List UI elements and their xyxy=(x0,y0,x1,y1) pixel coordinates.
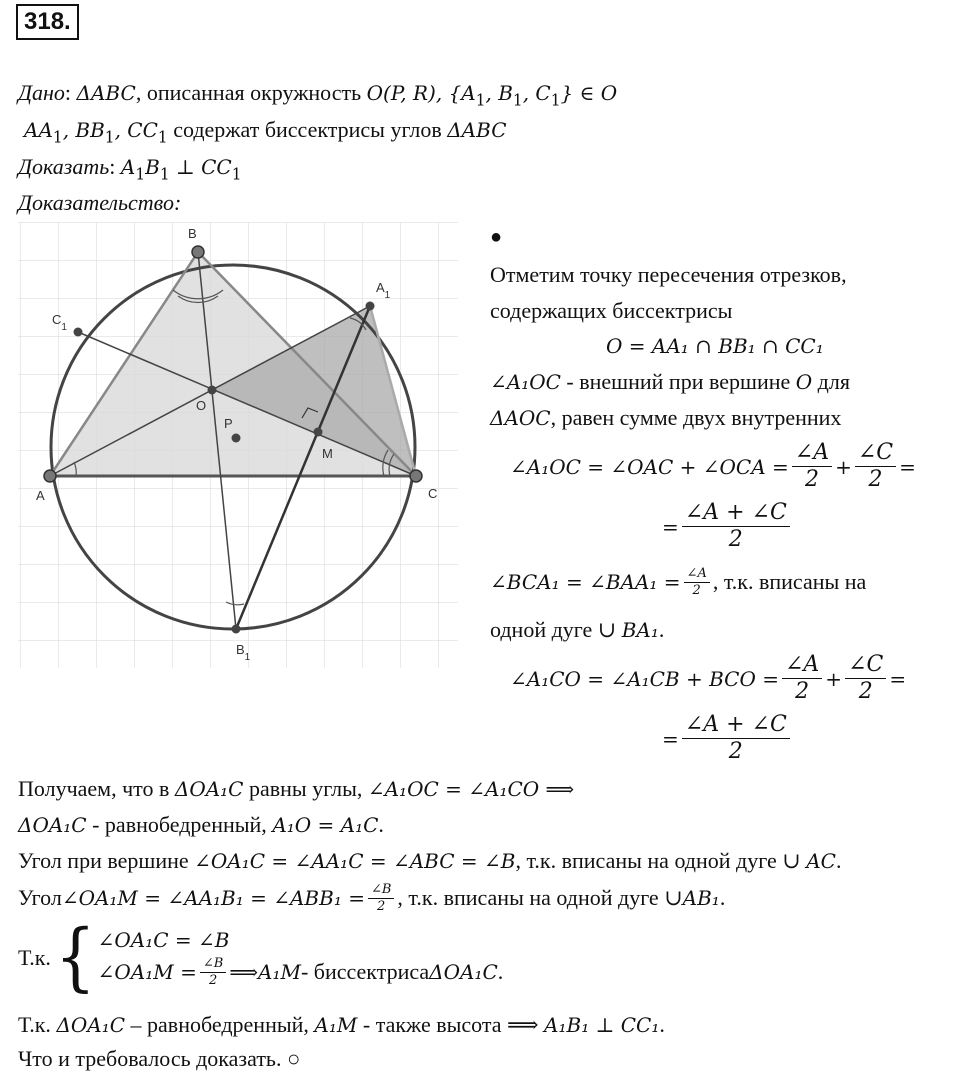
label-m: M xyxy=(322,446,333,461)
label-a1: $A_1$ xyxy=(376,280,391,301)
eq-angle-a1co: ∠A₁CO = ∠A₁CB + BCO = $\frac{\angle A}{2}$ + $\frac{\angle C}{2}$ = xyxy=(510,652,907,705)
eq-angle-a1oc: ∠A₁OC = ∠OAC + ∠OCA = $\frac{\angle A}{2}$ + $\frac{\angle C}{2}$ = xyxy=(510,440,916,493)
bottom-line-3: Угол при вершине ∠OA₁C = ∠AA₁C = ∠ABC = ∠B, т.к. вписаны на одной дуге ∪ AC. xyxy=(18,848,842,873)
bottom-line-4: Угол ∠OA₁M = ∠AA₁B₁ = ∠ABB₁ = $\frac{\angle B}{2}$ , т.к. вписаны на одной дуге ∪ AB₁ . xyxy=(18,882,726,914)
label-p: P xyxy=(224,416,233,431)
point-a xyxy=(44,470,56,482)
problem-number: 318. xyxy=(16,4,79,40)
point-a1 xyxy=(366,302,375,311)
label-a: A xyxy=(36,488,45,503)
given-label: Дано xyxy=(18,80,65,105)
system-line-1: ∠OA₁C = ∠B xyxy=(97,927,230,952)
eq-intersection: O = AA₁ ∩ BB₁ ∩ CC₁ xyxy=(606,334,824,358)
prove-line: Доказать: $A_1B_1$ ⊥ $CC_1$ xyxy=(18,154,242,184)
given-line-1: Дано: ΔABC, описанная окружность O(P, R), {$A_1$, $B_1$, $C_1$} ∈ O xyxy=(18,80,618,110)
right-line-3: ∠A₁OC - внешний при вершине O для xyxy=(490,369,850,394)
point-c1 xyxy=(74,328,83,337)
label-c1: $C_1$ xyxy=(52,312,67,333)
eq-angle-a1co-cont: = $\frac{\angle A + \angle C}{2}$ xyxy=(662,712,793,766)
bottom-line-1: Получаем, что в ΔOA₁C равны углы, ∠A₁OC = ∠A₁CO ⟹ xyxy=(18,776,575,801)
label-o: O xyxy=(196,398,207,413)
point-b xyxy=(192,246,204,258)
geometry-figure xyxy=(18,222,458,668)
right-line-2: содержащих биссектрисы xyxy=(490,298,733,323)
bullet: ● xyxy=(490,226,503,248)
system-block: Т.к. { ∠OA₁C = ∠B ∠OA₁M = $\frac{\angle B}{2}$ ⟹ A₁M - биссектриса ΔOA₁C . xyxy=(18,915,504,1001)
point-b1 xyxy=(232,625,241,634)
point-c xyxy=(410,470,422,482)
right-line-1: Отметим точку пересечения отрезков, xyxy=(490,262,847,287)
prove-label: Доказать xyxy=(18,154,110,179)
brace: { xyxy=(54,915,96,1001)
given-line-2: $AA_1$, $BB_1$, $CC_1$ содержат биссектрисы углов ΔABC xyxy=(24,117,507,147)
point-o xyxy=(208,386,217,395)
right-line-6: одной дуге ∪ BA₁. xyxy=(490,617,665,642)
point-m xyxy=(314,428,323,437)
proof-label: Доказательство: xyxy=(18,190,182,215)
right-line-4: ΔAOC, равен сумме двух внутренних xyxy=(490,405,842,430)
point-p xyxy=(232,434,241,443)
label-c: C xyxy=(428,486,438,501)
eq-angle-a1oc-cont: = $\frac{\angle A + \angle C}{2}$ xyxy=(662,500,793,554)
label-b: B xyxy=(188,226,197,241)
bottom-line-6: Т.к. ΔOA₁C – равнобедренный, A₁M - также высота ⟹ A₁B₁ ⊥ CC₁. xyxy=(18,1012,665,1037)
bottom-line-2: ΔOA₁C - равнобедренный, A₁O = A₁C. xyxy=(18,812,384,837)
label-b1: $B_1$ xyxy=(236,642,251,663)
system-line-2: ∠OA₁M = $\frac{\angle B}{2}$ ⟹ A₁M - биссектриса ΔOA₁C . xyxy=(97,955,504,988)
bottom-line-7: Что и требовалось доказать. ○ xyxy=(18,1046,301,1071)
right-line-5: ∠BCA₁ = ∠BAA₁ = $\frac{\angle A}{2}$ , т.к. вписаны на xyxy=(490,566,867,598)
